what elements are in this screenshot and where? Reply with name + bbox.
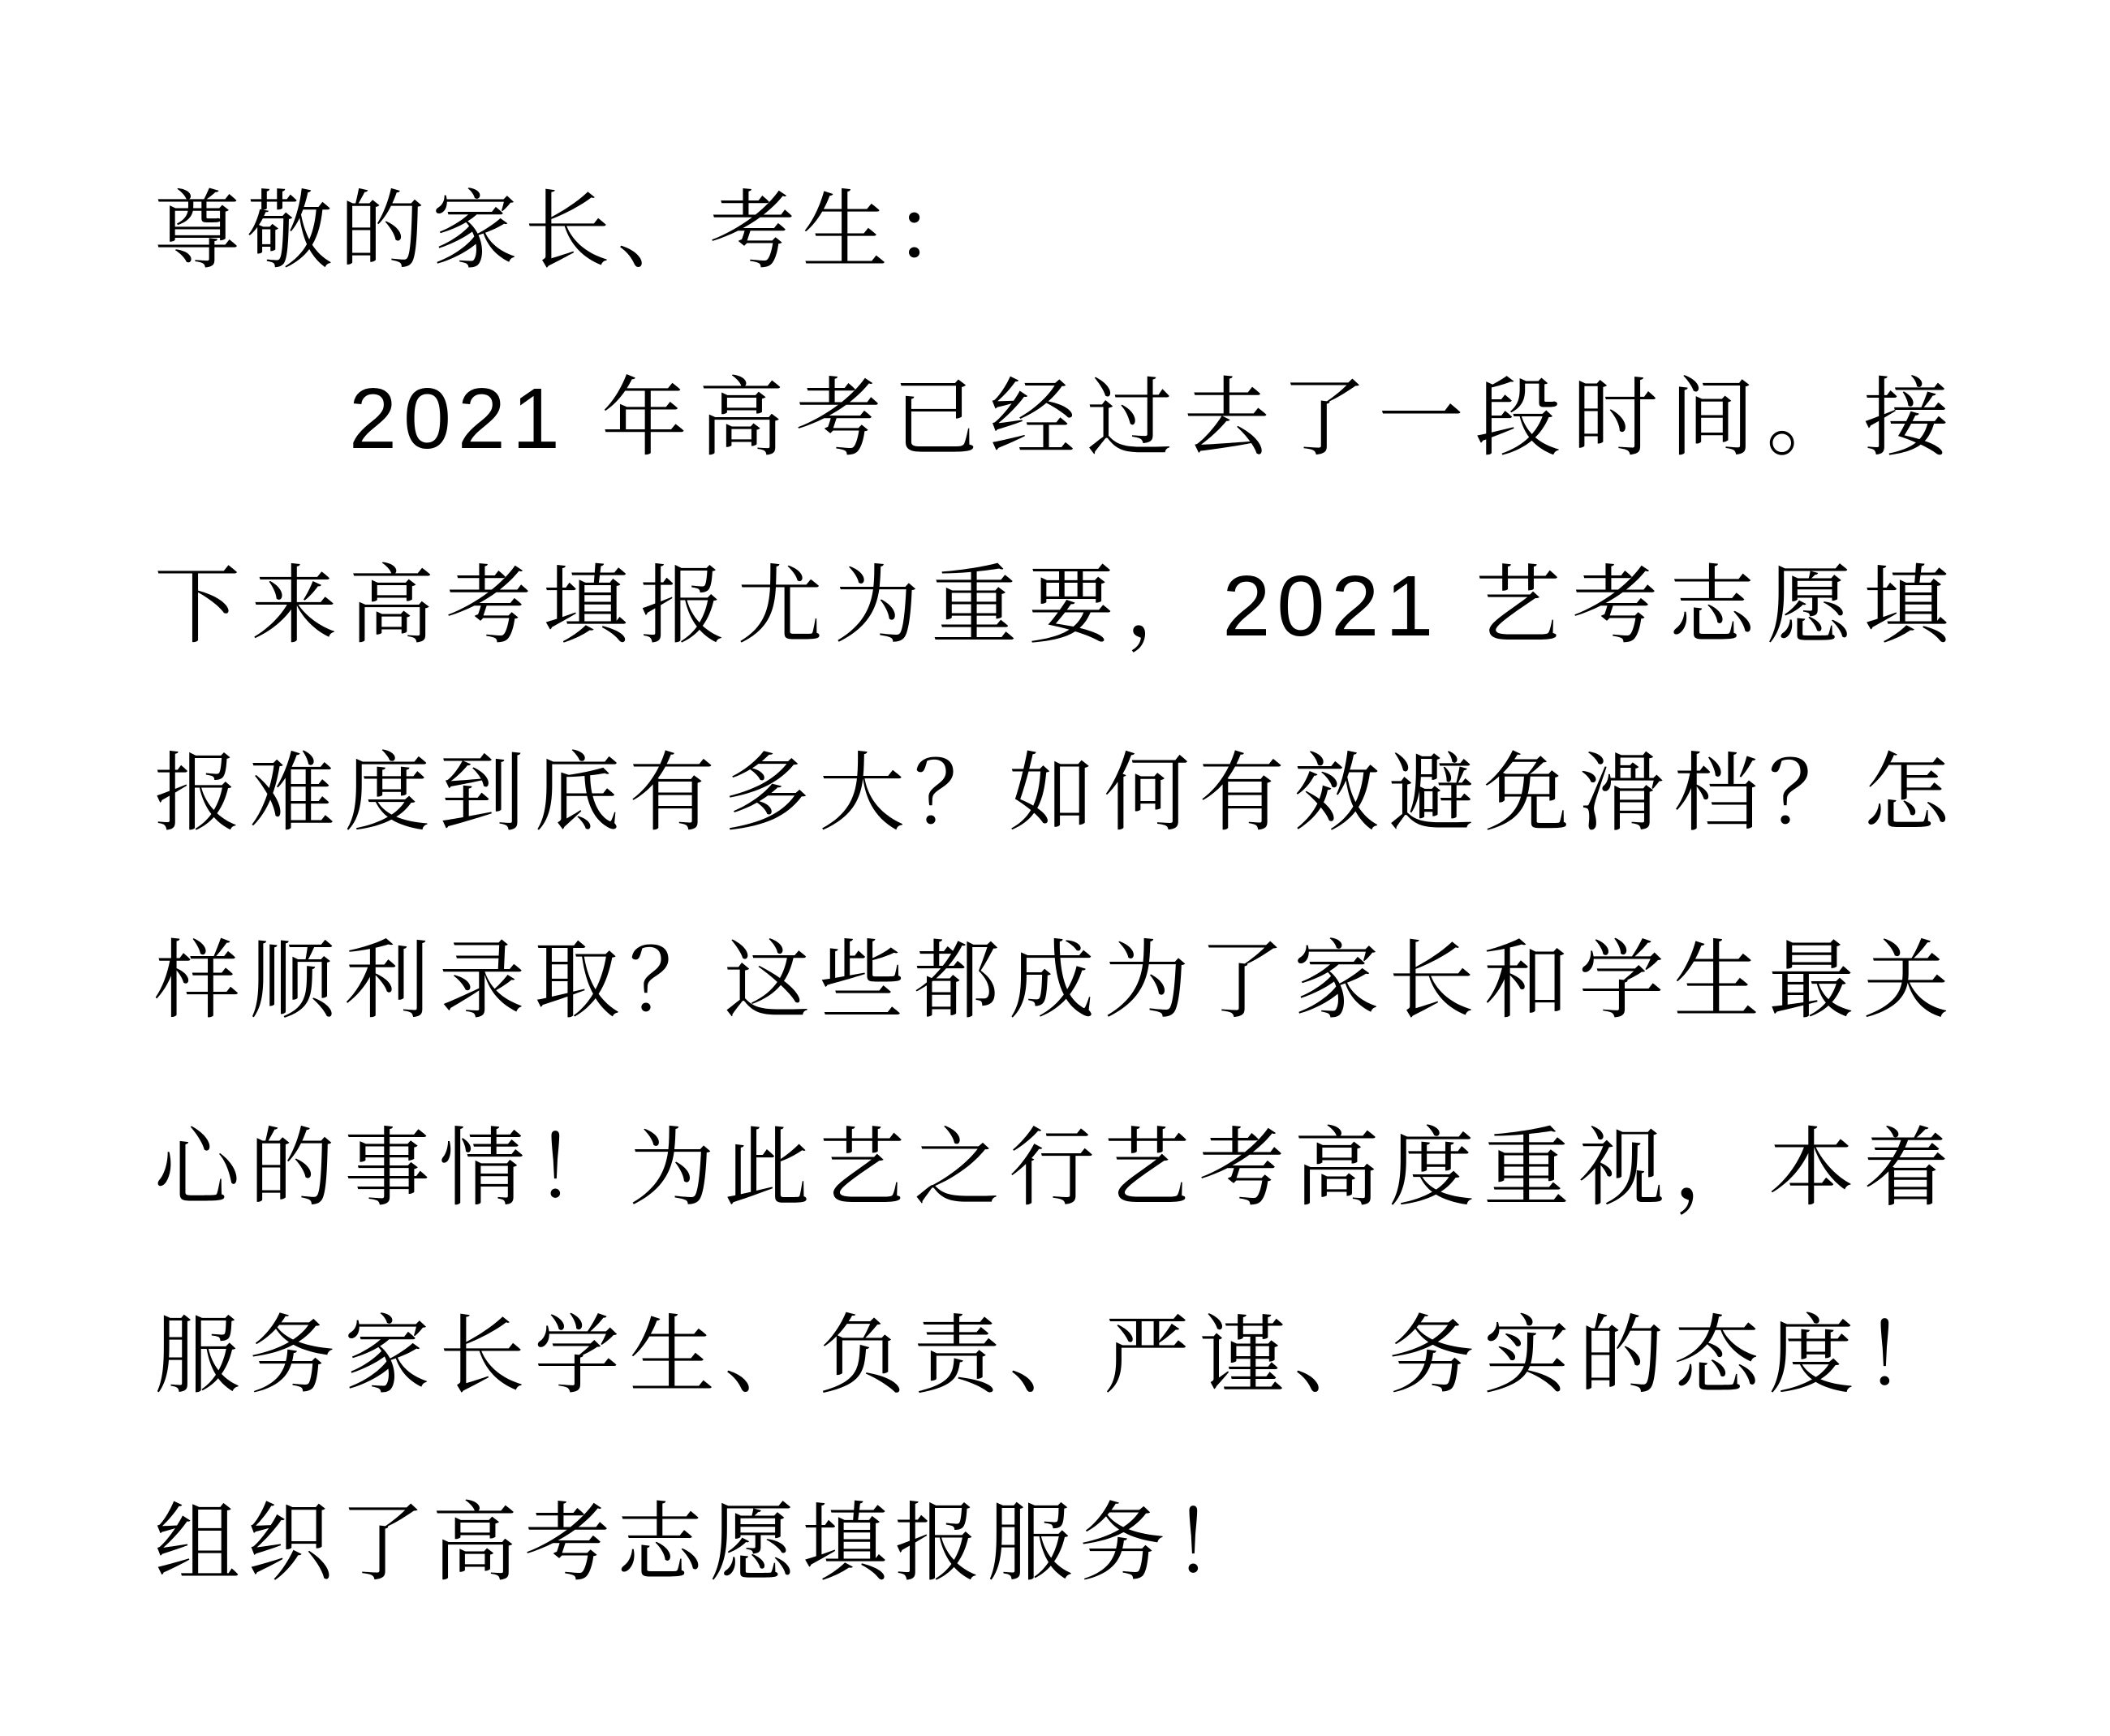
paragraph-line-1: 2021 年高考已经过去了一段时间。接 (349, 371, 1956, 467)
paragraph-line-6: 服务家长学生、负责、严谨、务实的态度！ (154, 1308, 1956, 1404)
paragraph-line-4: 样顺利录取？这些都成为了家长和学生最关 (154, 933, 1956, 1029)
paragraph-line-2: 下来高考填报尤为重要，2021 艺考志愿填 (154, 558, 1956, 654)
paragraph-line-5: 心的事情！为此艺之行艺考高度重视，本着 (154, 1121, 1956, 1217)
paragraph-line-7: 组织了高考志愿填报服务！ (154, 1496, 1264, 1592)
salutation-line: 尊敬的家长、考生： (154, 183, 987, 279)
paragraph-line-3: 报难度到底有多大？如何有效避免滑档？怎 (154, 746, 1956, 842)
